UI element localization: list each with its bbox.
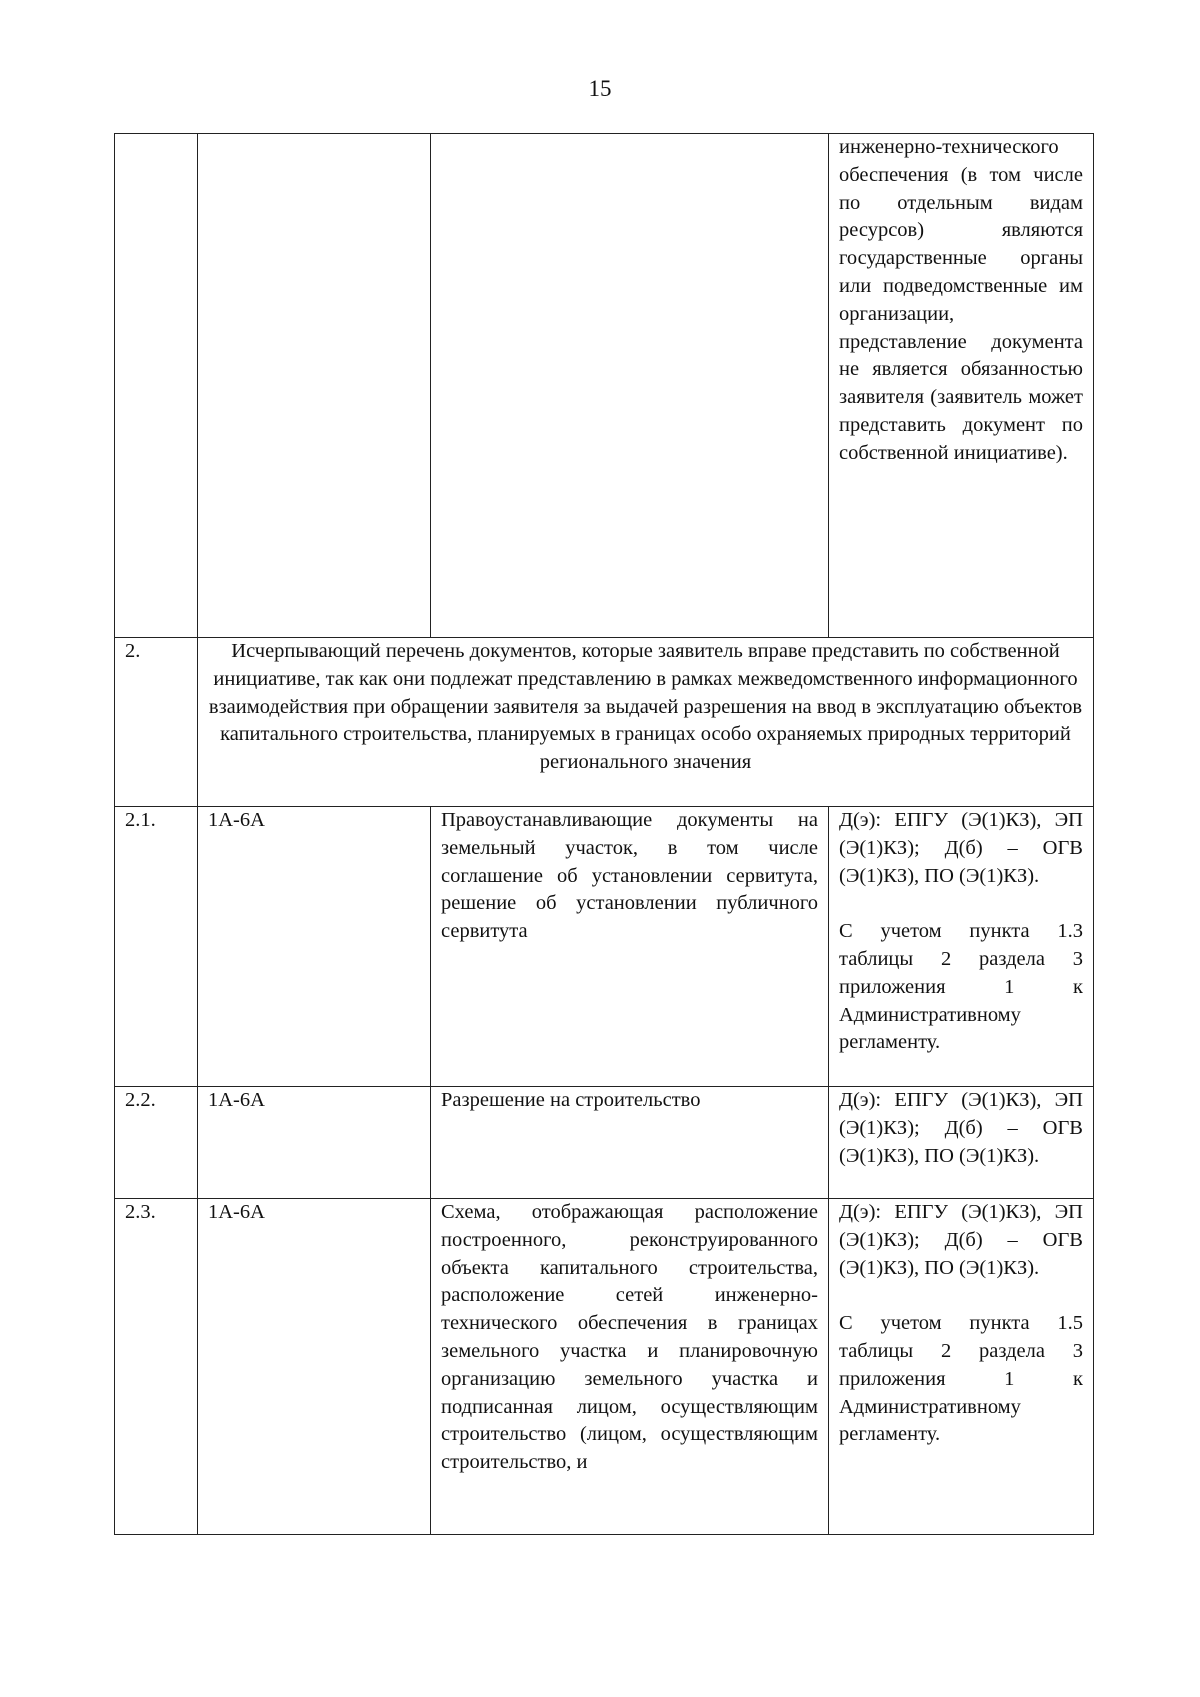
continuation-form-text: инженерно-технического обеспечения (в том числе по отдельным видам ресурсов) являются государственные органы или подведомственные им организации, представление документа не является обязанностью заявителя (заявитель может представить документ по собственной инициативе). xyxy=(839,136,1083,464)
section-header-row xyxy=(115,638,1094,807)
table-row-continuation xyxy=(115,134,1094,638)
empty-cell xyxy=(115,134,198,638)
page-number: 15 xyxy=(588,76,612,101)
row-form-cell xyxy=(829,807,1094,1087)
table-row xyxy=(115,1087,1094,1199)
table-row xyxy=(115,1199,1094,1535)
section-title: Исчерпывающий перечень документов, которые заявитель вправе представить по собственной инициативе, так как они подлежат представлению в рамках межведомственного информационного взаимодействия при обращении заявителя за выдачей разрешения на ввод в эксплуатацию объектов капитального строительства, планируемых в границах особо охраняемых природных территорий регионального значения xyxy=(198,638,1094,807)
row-code: 1А-6А xyxy=(198,1087,431,1199)
documents-table xyxy=(114,133,1094,1535)
row-code: 1А-6А xyxy=(198,1199,431,1535)
row-note: С учетом пункта 1.5 таблицы 2 раздела 3 приложения 1 к Административному регламенту. xyxy=(839,1312,1083,1446)
row-number: 2.3. xyxy=(115,1199,198,1535)
row-document: Разрешение на строительство xyxy=(431,1087,829,1199)
section-number: 2. xyxy=(115,638,198,807)
row-code: 1А-6А xyxy=(198,807,431,1087)
row-number: 2.1. xyxy=(115,807,198,1087)
table-row xyxy=(115,807,1094,1087)
empty-cell xyxy=(431,134,829,638)
row-document: Правоустанавливающие документы на земельный участок, в том числе соглашение об установлении сервитута, решение об установлении публичного сервитута xyxy=(431,807,829,1087)
row-document: Схема, отображающая расположение построенного, реконструированного объекта капитального строительства, расположение сетей инженерно-технического обеспечения в границах земельного участка и планировочную организацию земельного участка и подписанная лицом, осуществляющим строительство (лицом, осуществляющим строительство, и xyxy=(431,1199,829,1535)
row-form: Д(э): ЕПГУ (Э(1)КЗ), ЭП (Э(1)КЗ); Д(б) – ОГВ (Э(1)КЗ), ПО (Э(1)КЗ). xyxy=(839,809,1083,887)
row-note: С учетом пункта 1.3 таблицы 2 раздела 3 приложения 1 к Административному регламенту. xyxy=(839,920,1083,1054)
row-form: Д(э): ЕПГУ (Э(1)КЗ), ЭП (Э(1)КЗ); Д(б) – ОГВ (Э(1)КЗ), ПО (Э(1)КЗ). xyxy=(839,1089,1083,1167)
row-form-cell xyxy=(829,1087,1094,1199)
continuation-text xyxy=(829,134,1094,638)
empty-cell xyxy=(198,134,431,638)
row-form-cell xyxy=(829,1199,1094,1535)
row-number: 2.2. xyxy=(115,1087,198,1199)
row-form: Д(э): ЕПГУ (Э(1)КЗ), ЭП (Э(1)КЗ); Д(б) – ОГВ (Э(1)КЗ), ПО (Э(1)КЗ). xyxy=(839,1201,1083,1279)
